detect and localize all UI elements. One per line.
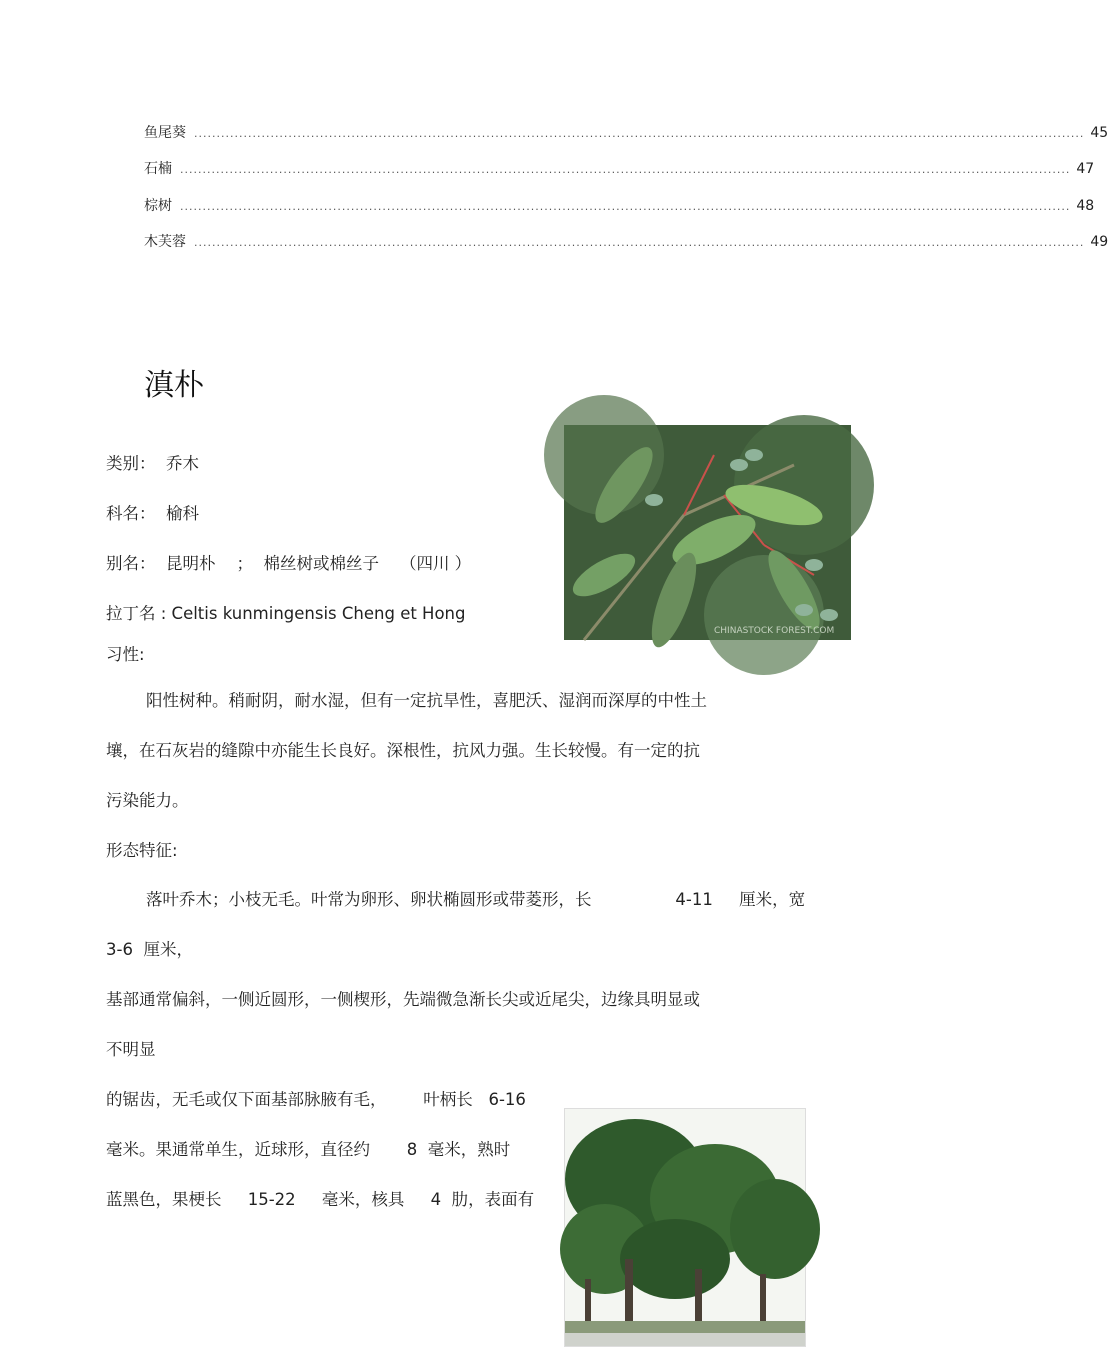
habit-label: 习性: (106, 645, 145, 664)
morphology-line: 3-6 厘米， (106, 940, 193, 959)
toc-leader: ...................................................................................................................................................................................................... (180, 200, 1071, 213)
toc-page-number: 48 (1076, 198, 1095, 214)
toc-row[interactable] (144, 122, 1108, 142)
toc-row[interactable] (144, 195, 1095, 215)
morphology-line: 的锯齿，无毛或仅下面基部脉腋有毛， 叶柄长 6-16 (106, 1090, 526, 1109)
habit-line: 污染能力。 (106, 791, 189, 810)
section-heading: 滇朴 (144, 368, 204, 403)
habit-line: 阳性树种。稍耐阴，耐水湿，但有一定抗旱性，喜肥沃、湿润而深厚的中性土 (146, 691, 707, 710)
morphology-label: 形态特征: (106, 841, 178, 860)
toc-leader: ...................................................................................................................................................................................................... (194, 127, 1085, 140)
morphology-line: 蓝黑色，果梗长 15-22 毫米，核具 4 肋，表面有 (106, 1190, 535, 1209)
toc-page-number: 45 (1090, 125, 1108, 141)
morphology-line: 毫米。果通常单生，近球形，直径约 8 毫米，熟时 (106, 1140, 511, 1159)
toc-title: 鱼尾葵 (144, 125, 186, 141)
morphology-line: 落叶乔木；小枝无毛。叶常为卵形、卵状椭圆形或带菱形，长 4-11 厘米，宽 (146, 890, 806, 909)
toc-leader: ...................................................................................................................................................................................................... (180, 163, 1071, 176)
toc-page-number: 47 (1076, 161, 1095, 177)
toc-title: 石楠 (144, 161, 172, 177)
toc-page-number: 49 (1090, 234, 1108, 250)
toc-row[interactable] (144, 231, 1108, 251)
family-field: 科名： 榆科 (106, 504, 199, 523)
toc-row[interactable] (144, 158, 1095, 178)
morphology-line: 基部通常偏斜，一侧近圆形，一侧楔形，先端微急渐长尖或近尾尖，边缘具明显或 (106, 990, 700, 1009)
latin-name-field: 拉丁名 : Celtis kunmingensis Cheng et Hong (106, 604, 466, 623)
tree-row-photo (564, 1108, 806, 1347)
habit-line: 壤，在石灰岩的缝隙中亦能生长良好。深根性，抗风力强。生长较慢。有一定的抗 (106, 741, 700, 760)
toc-title: 棕树 (144, 198, 172, 214)
leaf-branch-photo (564, 425, 851, 640)
morphology-line: 不明显 (106, 1040, 156, 1059)
category-field: 类别： 乔木 (106, 454, 199, 473)
toc-title: 木芙蓉 (144, 234, 186, 250)
alias-field: 别名： 昆明朴 ； 棉丝树或棉丝子 （四川 ） (106, 554, 472, 573)
photo-watermark: CHINASTOCK FOREST.COM (714, 626, 835, 636)
toc-leader: ...................................................................................................................................................................................................... (194, 236, 1085, 249)
